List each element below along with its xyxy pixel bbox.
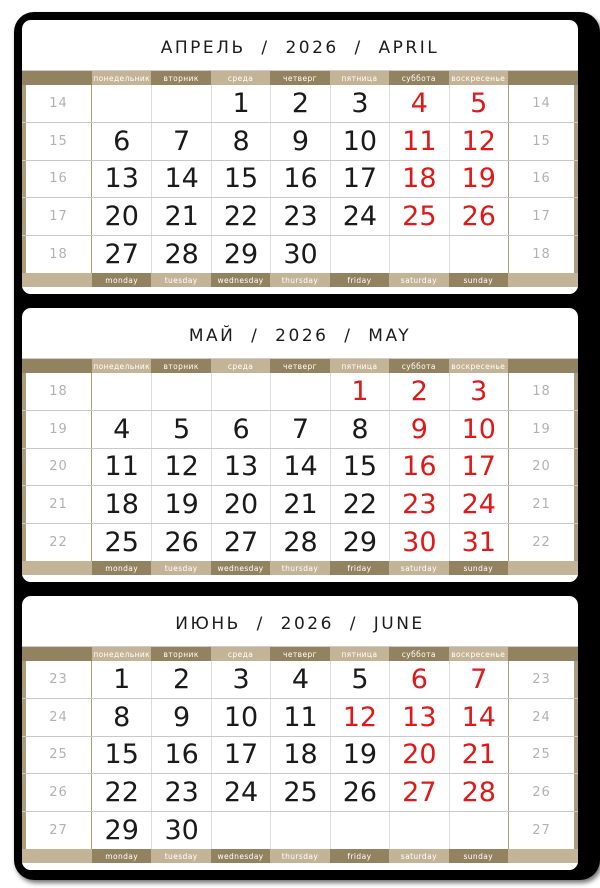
week-row [22, 85, 578, 123]
day-cell: 28 [449, 774, 508, 811]
day-cell: 17 [211, 737, 270, 774]
day-cell: 27 [211, 524, 270, 561]
day-cell: 23 [151, 774, 210, 811]
day-cell: 23 [389, 486, 448, 523]
panel-bottom-spacer [22, 863, 578, 870]
day-cell: 25 [270, 774, 329, 811]
week-number-left: 24 [22, 699, 92, 736]
day-cell: 29 [211, 236, 270, 273]
weekday-footer-en [22, 849, 578, 863]
weekday-label-ru: пятница [330, 71, 389, 85]
day-cell: 29 [104, 815, 139, 847]
weekday-label-en: friday [330, 273, 389, 287]
week-col-corner [22, 849, 92, 863]
day-cell [92, 373, 151, 410]
week-number-left: 18 [22, 236, 92, 273]
week-number-left: 20 [22, 449, 92, 486]
weekday-label-en: tuesday [151, 561, 210, 575]
day-cell: 13 [389, 699, 448, 736]
weekday-label-en: wednesday [211, 273, 270, 287]
day-cell: 5 [330, 661, 389, 698]
day-cell: 9 [389, 411, 448, 448]
day-cell: 8 [113, 701, 131, 733]
week-row [22, 774, 578, 812]
week-number-right: 19 [508, 411, 578, 448]
day-cell: 4 [389, 85, 448, 122]
day-cell: 20 [104, 201, 139, 233]
day-cell: 13 [104, 163, 139, 195]
week-number-left: 23 [22, 661, 92, 698]
day-cell: 4 [270, 661, 329, 698]
weekday-label-ru: воскресенье [449, 647, 508, 661]
day-cell: 19 [330, 737, 389, 774]
day-cell: 30 [270, 236, 329, 273]
weekday-label-en: saturday [389, 273, 448, 287]
day-cell: 26 [151, 524, 210, 561]
day-cell: 23 [270, 198, 329, 235]
calendar-stack [14, 12, 600, 880]
day-cell: 5 [151, 411, 210, 448]
day-cell: 3 [449, 373, 508, 410]
day-cell: 26 [449, 198, 508, 235]
day-cell: 19 [151, 486, 210, 523]
week-col-corner [22, 561, 92, 575]
week-number-left: 27 [22, 812, 92, 849]
weekday-label-en: monday [92, 273, 151, 287]
day-cell: 16 [151, 737, 210, 774]
week-col-corner [22, 647, 92, 661]
weekday-label-ru: среда [211, 359, 270, 373]
day-cell: 11 [104, 451, 139, 483]
weekday-label-en: sunday [449, 561, 508, 575]
week-number-right: 15 [508, 123, 578, 160]
weekday-label-en: tuesday [151, 849, 210, 863]
weekday-label-ru: четверг [270, 647, 329, 661]
week-row [22, 161, 578, 199]
weekday-footer-en [22, 561, 578, 575]
day-cell: 7 [151, 123, 210, 160]
day-cell: 6 [211, 411, 270, 448]
day-cell: 12 [449, 123, 508, 160]
day-cell [92, 85, 151, 122]
weekday-label-en: wednesday [211, 849, 270, 863]
week-number-left: 19 [22, 411, 92, 448]
day-cell: 3 [211, 661, 270, 698]
day-cell: 22 [104, 777, 139, 809]
day-cell: 14 [449, 699, 508, 736]
week-col-corner [508, 359, 578, 373]
day-cell [330, 236, 389, 273]
panel-bottom-spacer [22, 575, 578, 582]
week-number-right: 22 [508, 524, 578, 561]
week-number-right: 24 [508, 699, 578, 736]
weekday-label-ru: среда [211, 647, 270, 661]
week-number-right: 26 [508, 774, 578, 811]
week-number-right: 16 [508, 161, 578, 198]
weekday-label-en: sunday [449, 273, 508, 287]
weekday-label-en: friday [330, 849, 389, 863]
day-cell [270, 812, 329, 849]
day-cell: 8 [211, 123, 270, 160]
day-cell: 6 [389, 661, 448, 698]
week-row [22, 449, 578, 487]
week-number-right: 17 [508, 198, 578, 235]
day-cell: 10 [330, 123, 389, 160]
day-cell: 22 [330, 486, 389, 523]
week-number-right: 27 [508, 812, 578, 849]
weekday-label-ru: суббота [389, 647, 448, 661]
week-number-left: 17 [22, 198, 92, 235]
weekday-label-ru: пятница [330, 359, 389, 373]
day-cell: 30 [389, 524, 448, 561]
day-cell: 1 [211, 85, 270, 122]
week-row [22, 236, 578, 273]
day-cell: 10 [211, 699, 270, 736]
day-cell: 24 [211, 774, 270, 811]
day-cell: 2 [270, 85, 329, 122]
day-cell: 7 [270, 411, 329, 448]
month-grid [22, 661, 578, 849]
weekday-label-en: monday [92, 561, 151, 575]
week-row [22, 661, 578, 699]
day-cell: 7 [449, 661, 508, 698]
month-panel [22, 596, 578, 870]
day-cell: 8 [330, 411, 389, 448]
weekday-label-ru: суббота [389, 71, 448, 85]
day-cell: 14 [270, 449, 329, 486]
weekday-label-en: thursday [270, 849, 329, 863]
week-number-left: 21 [22, 486, 92, 523]
weekday-label-ru: понедельник [92, 647, 151, 661]
day-cell: 15 [211, 161, 270, 198]
day-cell: 10 [449, 411, 508, 448]
week-row [22, 486, 578, 524]
day-cell [449, 812, 508, 849]
weekday-header-ru [22, 358, 578, 373]
day-cell: 21 [449, 737, 508, 774]
weekday-label-ru: суббота [389, 359, 448, 373]
day-cell [330, 812, 389, 849]
weekday-label-en: thursday [270, 561, 329, 575]
weekday-label-ru: вторник [151, 647, 210, 661]
week-col-corner [22, 273, 92, 287]
weekday-label-en: wednesday [211, 561, 270, 575]
week-col-corner [508, 71, 578, 85]
day-cell: 18 [270, 737, 329, 774]
weekday-header-ru [22, 70, 578, 85]
weekday-label-en: saturday [389, 849, 448, 863]
week-number-left: 22 [22, 524, 92, 561]
day-cell: 5 [449, 85, 508, 122]
day-cell: 1 [113, 663, 131, 695]
day-cell: 11 [270, 699, 329, 736]
week-col-corner [508, 273, 578, 287]
day-cell: 18 [389, 161, 448, 198]
week-number-right: 18 [508, 373, 578, 410]
month-title: МАЙ / 2026 / MAY [188, 326, 412, 346]
day-cell: 21 [270, 486, 329, 523]
day-cell: 22 [211, 198, 270, 235]
day-cell: 1 [330, 373, 389, 410]
weekday-label-en: sunday [449, 849, 508, 863]
week-number-right: 21 [508, 486, 578, 523]
week-col-corner [508, 561, 578, 575]
weekday-footer-en [22, 273, 578, 287]
day-cell: 4 [113, 413, 131, 445]
week-col-corner [22, 359, 92, 373]
day-cell: 6 [113, 125, 131, 157]
weekday-header-ru [22, 646, 578, 661]
day-cell: 16 [389, 449, 448, 486]
day-cell: 11 [389, 123, 448, 160]
weekday-label-ru: понедельник [92, 359, 151, 373]
day-cell [270, 373, 329, 410]
weekday-label-en: tuesday [151, 273, 210, 287]
day-cell: 15 [104, 739, 139, 771]
day-cell: 14 [151, 161, 210, 198]
week-col-corner [22, 71, 92, 85]
panel-bottom-spacer [22, 287, 578, 294]
weekday-label-ru: понедельник [92, 71, 151, 85]
week-row [22, 198, 578, 236]
month-title: ИЮНЬ / 2026 / JUNE [175, 614, 425, 634]
weekday-label-ru: вторник [151, 71, 210, 85]
weekday-label-en: thursday [270, 273, 329, 287]
day-cell: 29 [330, 524, 389, 561]
week-number-left: 25 [22, 737, 92, 774]
weekday-label-en: saturday [389, 561, 448, 575]
day-cell: 26 [330, 774, 389, 811]
day-cell: 17 [449, 449, 508, 486]
week-row [22, 373, 578, 411]
week-number-left: 26 [22, 774, 92, 811]
week-row [22, 737, 578, 775]
week-col-corner [508, 647, 578, 661]
weekday-label-en: monday [92, 849, 151, 863]
day-cell [211, 373, 270, 410]
weekday-label-ru: четверг [270, 71, 329, 85]
month-panel [22, 20, 578, 294]
month-grid [22, 373, 578, 561]
day-cell: 2 [389, 373, 448, 410]
day-cell: 17 [330, 161, 389, 198]
day-cell: 20 [211, 486, 270, 523]
day-cell [389, 812, 448, 849]
day-cell: 28 [151, 236, 210, 273]
week-number-right: 23 [508, 661, 578, 698]
week-number-left: 14 [22, 85, 92, 122]
day-cell: 24 [449, 486, 508, 523]
day-cell: 12 [330, 699, 389, 736]
day-cell [151, 373, 210, 410]
day-cell: 15 [330, 449, 389, 486]
day-cell: 16 [270, 161, 329, 198]
weekday-label-en: friday [330, 561, 389, 575]
day-cell: 2 [151, 661, 210, 698]
day-cell: 27 [104, 239, 139, 271]
day-cell [211, 812, 270, 849]
weekday-label-ru: среда [211, 71, 270, 85]
week-number-right: 20 [508, 449, 578, 486]
day-cell [449, 236, 508, 273]
day-cell: 9 [151, 699, 210, 736]
day-cell: 19 [449, 161, 508, 198]
week-row [22, 123, 578, 161]
week-col-corner [508, 849, 578, 863]
day-cell: 20 [389, 737, 448, 774]
day-cell: 27 [389, 774, 448, 811]
week-number-right: 25 [508, 737, 578, 774]
week-number-right: 14 [508, 85, 578, 122]
week-row [22, 812, 578, 849]
day-cell: 25 [389, 198, 448, 235]
month-grid [22, 85, 578, 273]
weekday-label-ru: вторник [151, 359, 210, 373]
month-panel [22, 308, 578, 582]
week-row [22, 699, 578, 737]
day-cell: 12 [151, 449, 210, 486]
day-cell: 13 [211, 449, 270, 486]
day-cell [389, 236, 448, 273]
day-cell [151, 85, 210, 122]
day-cell: 31 [449, 524, 508, 561]
weekday-label-ru: воскресенье [449, 359, 508, 373]
week-row [22, 411, 578, 449]
weekday-label-ru: пятница [330, 647, 389, 661]
week-number-right: 18 [508, 236, 578, 273]
week-number-left: 18 [22, 373, 92, 410]
day-cell: 9 [270, 123, 329, 160]
day-cell: 28 [270, 524, 329, 561]
weekday-label-ru: четверг [270, 359, 329, 373]
day-cell: 30 [151, 812, 210, 849]
week-row [22, 524, 578, 561]
day-cell: 25 [104, 527, 139, 559]
day-cell: 21 [151, 198, 210, 235]
day-cell: 3 [330, 85, 389, 122]
week-number-left: 15 [22, 123, 92, 160]
day-cell: 24 [330, 198, 389, 235]
day-cell: 18 [104, 489, 139, 521]
weekday-label-ru: воскресенье [449, 71, 508, 85]
month-title: АПРЕЛЬ / 2026 / APRIL [160, 38, 440, 58]
week-number-left: 16 [22, 161, 92, 198]
